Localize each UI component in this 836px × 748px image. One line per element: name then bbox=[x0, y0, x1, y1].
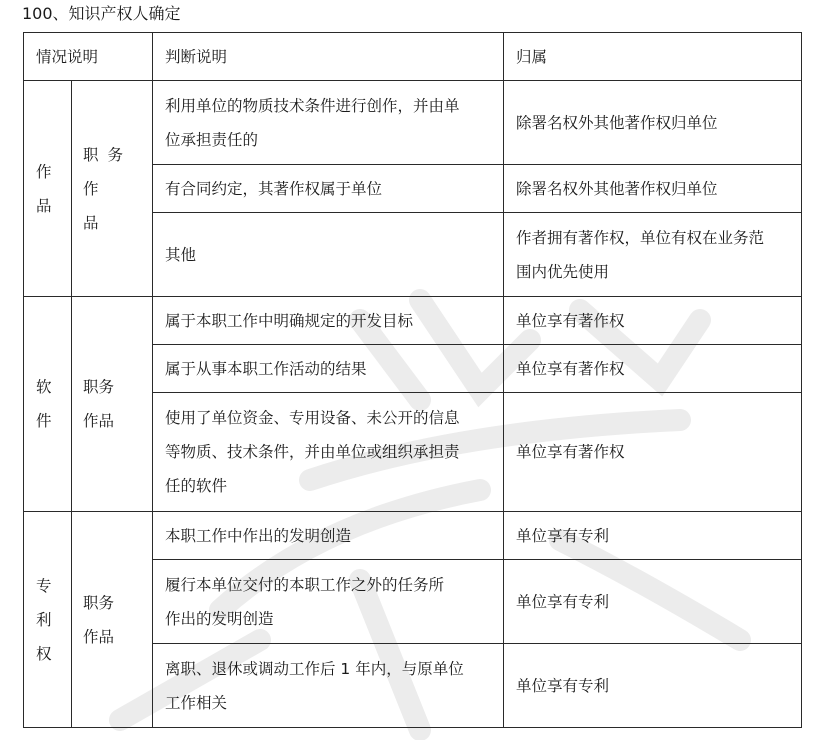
subcategory-cell: 职务 作品 bbox=[72, 297, 153, 512]
subcategory-cell: 职务作 品 bbox=[72, 81, 153, 297]
judgment-cell: 属于本职工作中明确规定的开发目标 bbox=[153, 297, 504, 345]
category-cell: 专 利 权 bbox=[24, 512, 72, 728]
subcategory-cell: 职务 作品 bbox=[72, 512, 153, 728]
table-row bbox=[24, 512, 802, 560]
header-ownership: 归属 bbox=[504, 33, 802, 81]
judgment-cell: 离职、退休或调动工作后 1 年内，与原单位 工作相关 bbox=[153, 644, 504, 728]
ownership-cell: 除署名权外其他著作权归单位 bbox=[504, 81, 802, 165]
judgment-cell: 使用了单位资金、专用设备、未公开的信息 等物质、技术条件，并由单位或组织承担责 任的软件 bbox=[153, 393, 504, 512]
ownership-cell: 单位享有著作权 bbox=[504, 297, 802, 345]
table-row bbox=[24, 297, 802, 345]
ownership-cell: 单位享有专利 bbox=[504, 512, 802, 560]
page-title: 100、知识产权人确定 bbox=[22, 4, 181, 23]
judgment-cell: 有合同约定，其著作权属于单位 bbox=[153, 165, 504, 213]
category-cell: 作 品 bbox=[24, 81, 72, 297]
judgment-cell: 履行本单位交付的本职工作之外的任务所 作出的发明创造 bbox=[153, 560, 504, 644]
ownership-cell: 单位享有著作权 bbox=[504, 345, 802, 393]
ownership-cell: 除署名权外其他著作权归单位 bbox=[504, 165, 802, 213]
ownership-cell: 单位享有专利 bbox=[504, 644, 802, 728]
header-row bbox=[24, 33, 802, 81]
ip-ownership-table bbox=[23, 32, 802, 728]
ownership-cell: 单位享有著作权 bbox=[504, 393, 802, 512]
judgment-cell: 其他 bbox=[153, 213, 504, 297]
header-situation: 情况说明 bbox=[24, 33, 153, 81]
category-cell: 软 件 bbox=[24, 297, 72, 512]
judgment-cell: 属于从事本职工作活动的结果 bbox=[153, 345, 504, 393]
header-judgment: 判断说明 bbox=[153, 33, 504, 81]
ownership-cell: 作者拥有著作权，单位有权在业务范 围内优先使用 bbox=[504, 213, 802, 297]
table-row bbox=[24, 81, 802, 165]
judgment-cell: 利用单位的物质技术条件进行创作，并由单 位承担责任的 bbox=[153, 81, 504, 165]
judgment-cell: 本职工作中作出的发明创造 bbox=[153, 512, 504, 560]
ownership-cell: 单位享有专利 bbox=[504, 560, 802, 644]
